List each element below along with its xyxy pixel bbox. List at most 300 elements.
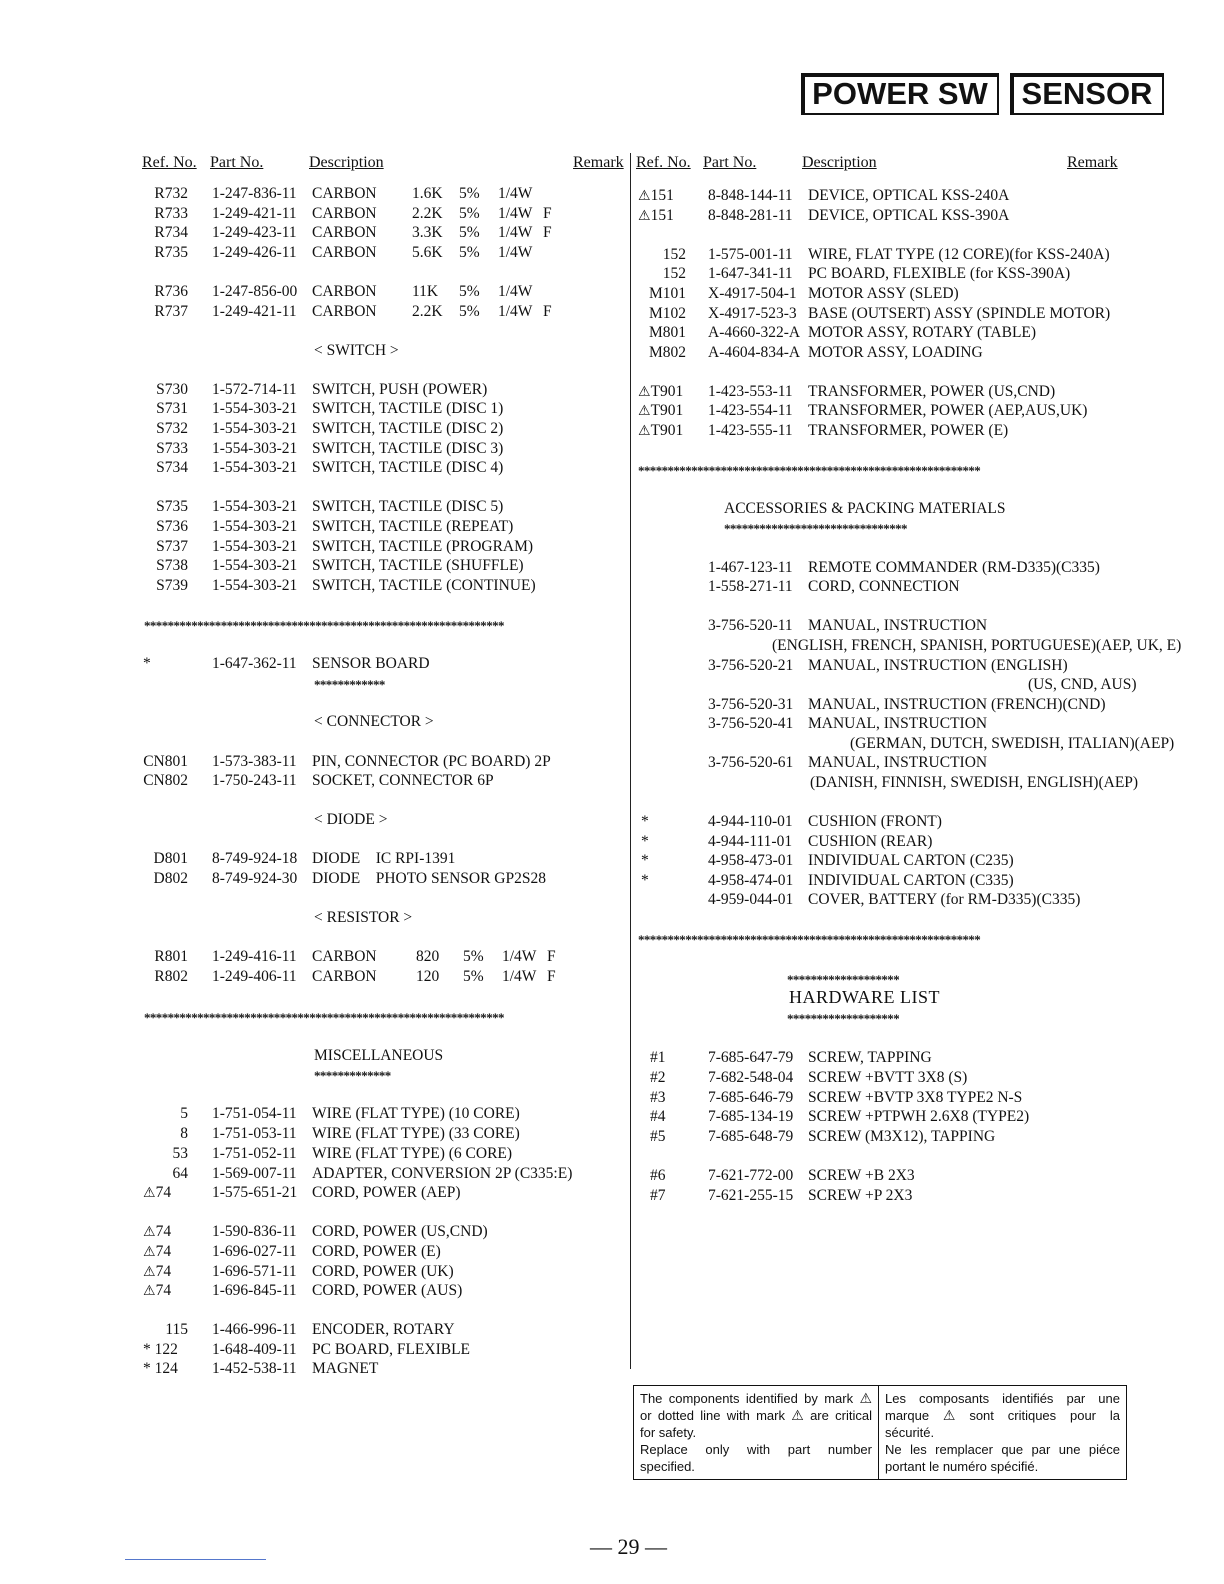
part-tolerance: 5%	[459, 283, 480, 300]
part-number: 1-452-538-11	[212, 1360, 297, 1377]
part-number: 1-554-303-21	[212, 557, 298, 574]
part-ref-text: #2	[650, 1069, 666, 1086]
part-ref-text: *	[641, 852, 649, 869]
part-ref-text: 74	[155, 1243, 172, 1260]
part-number: 1-696-027-11	[212, 1243, 297, 1260]
part-description: WIRE (FLAT TYPE) (33 CORE)	[312, 1125, 520, 1142]
col-part-left: Part No.	[210, 154, 264, 171]
part-number: 1-247-856-00	[212, 283, 298, 300]
part-description: ADAPTER, CONVERSION 2P (C335:E)	[312, 1165, 573, 1182]
part-number: 1-647-341-11	[708, 265, 793, 282]
part-ref-text: 151	[650, 207, 674, 224]
part-power: 1/4W	[498, 283, 533, 300]
part-description: MANUAL, INSTRUCTION	[808, 754, 988, 771]
part-description-continued: (GERMAN, DUTCH, SWEDISH, ITALIAN)(AEP)	[850, 735, 1175, 752]
part-number: 1-554-303-21	[212, 498, 298, 515]
part-number: 1-247-836-11	[212, 185, 297, 202]
col-ref-right: Ref. No.	[636, 154, 691, 171]
part-ref	[143, 1262, 191, 1282]
part-ref	[638, 401, 686, 421]
part-description: SENSOR BOARD	[312, 655, 430, 672]
decorative-line	[125, 1559, 266, 1560]
section-heading: < CONNECTOR >	[314, 713, 434, 730]
part-ref-text: 74	[155, 1184, 172, 1201]
part-ref	[638, 656, 686, 676]
column-divider	[630, 153, 631, 1369]
part-ref	[638, 714, 686, 734]
part-ref	[650, 1107, 684, 1127]
part-ref-text: 74	[155, 1223, 172, 1240]
part-number: 8-848-144-11	[708, 187, 793, 204]
part-number: 3-756-520-11	[708, 617, 793, 634]
part-number: X-4917-523-3	[708, 305, 797, 322]
part-description: MANUAL, INSTRUCTION	[808, 715, 988, 732]
part-description: SWITCH, TACTILE (CONTINUE)	[312, 577, 536, 594]
part-number: 3-756-520-31	[708, 696, 794, 713]
part-description: SCREW +BVTT 3X8 (S)	[808, 1069, 968, 1086]
part-description: CORD, POWER (E)	[312, 1243, 441, 1260]
part-description: WIRE (FLAT TYPE) (10 CORE)	[312, 1105, 520, 1122]
part-ref	[140, 380, 188, 400]
part-ref	[140, 849, 188, 869]
part-description: SWITCH, TACTILE (SHUFFLE)	[312, 557, 524, 574]
part-ref-text: 74	[155, 1282, 172, 1299]
part-description: SCREW +BVTP 3X8 TYPE2 N-S	[808, 1089, 1023, 1106]
part-value: 3.3K	[412, 224, 443, 241]
part-number: X-4917-504-1	[708, 285, 797, 302]
part-description-continued: (DANISH, FINNISH, SWEDISH, ENGLISH)(AEP)	[810, 774, 1139, 791]
part-description: CORD, CONNECTION	[808, 578, 960, 595]
part-ref	[650, 1186, 684, 1206]
part-number: 3-756-520-21	[708, 657, 794, 674]
part-ref	[140, 419, 188, 439]
part-ref	[641, 871, 689, 891]
part-number: 1-423-554-11	[708, 402, 793, 419]
part-description: MAGNET	[312, 1360, 379, 1377]
part-remark: F	[543, 205, 552, 222]
part-ref-text: R802	[154, 968, 188, 985]
part-ref-text: 152	[662, 265, 686, 282]
part-value: 820	[416, 948, 440, 965]
part-ref	[638, 323, 686, 343]
part-description: SWITCH, TACTILE (DISC 2)	[312, 420, 504, 437]
part-ref	[638, 890, 686, 910]
part-ref-text: 5	[180, 1105, 188, 1122]
part-description: SWITCH, TACTILE (DISC 4)	[312, 459, 504, 476]
part-ref-text: #3	[650, 1089, 666, 1106]
part-number: 1-569-007-11	[212, 1165, 297, 1182]
part-ref	[638, 753, 686, 773]
part-description: CARBON	[312, 968, 377, 985]
part-ref	[140, 517, 188, 537]
part-description: DEVICE, OPTICAL KSS-390A	[808, 207, 1010, 224]
part-ref	[140, 302, 188, 322]
warning-triangle-icon: ⚠	[638, 385, 651, 400]
part-description-continued: (US, CND, AUS)	[1028, 676, 1137, 693]
part-description: MOTOR ASSY (SLED)	[808, 285, 959, 302]
part-ref-text: R734	[154, 224, 188, 241]
part-ref-text: M801	[648, 324, 686, 341]
part-description: SCREW, TAPPING	[808, 1049, 932, 1066]
part-power: 1/4W	[498, 244, 533, 261]
part-ref	[650, 1166, 684, 1186]
part-number: 1-423-555-11	[708, 422, 793, 439]
part-ref-text: * 124	[143, 1360, 178, 1377]
warning-triangle-icon: ⚠	[638, 209, 651, 224]
star-separator: *******************************	[724, 521, 907, 536]
part-ref	[641, 812, 689, 832]
part-ref	[140, 439, 188, 459]
part-ref	[143, 1359, 191, 1379]
part-ref	[140, 1144, 188, 1164]
section-heading: < DIODE >	[314, 811, 388, 828]
part-ref	[638, 186, 686, 206]
part-description: CORD, POWER (AUS)	[312, 1282, 463, 1299]
part-ref-text: M102	[648, 305, 686, 322]
part-number: 1-554-303-21	[212, 577, 298, 594]
part-tolerance: 5%	[463, 948, 484, 965]
part-tolerance: 5%	[459, 244, 480, 261]
part-description: ENCODER, ROTARY	[312, 1321, 455, 1338]
part-ref-text: T901	[650, 422, 684, 439]
part-description: MOTOR ASSY, LOADING	[808, 344, 983, 361]
part-description: SOCKET, CONNECTOR 6P	[312, 772, 494, 789]
part-description: INDIVIDUAL CARTON (C235)	[808, 852, 1014, 869]
part-ref	[650, 1127, 684, 1147]
title-sensor: SENSOR	[1010, 73, 1164, 115]
warning-triangle-icon: ⚠	[859, 1390, 872, 1406]
part-ref-text: R733	[154, 205, 188, 222]
part-remark: F	[547, 968, 556, 985]
part-ref	[641, 851, 689, 871]
warning-triangle-icon: ⚠	[638, 404, 651, 419]
part-description: MANUAL, INSTRUCTION (ENGLISH)	[808, 657, 1068, 674]
part-power: 1/4W	[498, 303, 533, 320]
part-ref	[140, 1320, 188, 1340]
warning-triangle-icon: ⚠	[791, 1407, 804, 1423]
part-description: SCREW +B 2X3	[808, 1167, 915, 1184]
part-number: 3-756-520-61	[708, 754, 794, 771]
part-ref-text: #7	[650, 1187, 666, 1204]
part-number: 1-696-845-11	[212, 1282, 297, 1299]
part-ref	[140, 497, 188, 517]
part-value: 11K	[412, 283, 439, 300]
star-separator: *************************************************************	[144, 1010, 504, 1025]
part-ref-text: S732	[156, 420, 188, 437]
part-ref-text: CN801	[143, 753, 188, 770]
part-ref-text: R737	[154, 303, 188, 320]
part-number: 1-554-303-21	[212, 459, 298, 476]
part-ref	[140, 1104, 188, 1124]
part-number: 7-621-772-00	[708, 1167, 794, 1184]
part-tolerance: 5%	[459, 303, 480, 320]
part-number: 8-749-924-30	[212, 870, 298, 887]
part-ref	[143, 1242, 191, 1262]
part-ref-text: T901	[650, 383, 684, 400]
part-ref	[650, 1048, 684, 1068]
part-ref	[140, 223, 188, 243]
part-number: 1-575-651-21	[212, 1184, 298, 1201]
part-ref-text: 151	[650, 187, 674, 204]
part-number: 7-621-255-15	[708, 1187, 794, 1204]
warning-triangle-icon: ⚠	[638, 189, 651, 204]
part-tolerance: 5%	[459, 205, 480, 222]
part-ref-text: 53	[172, 1145, 188, 1162]
part-ref	[140, 243, 188, 263]
part-ref	[143, 1183, 191, 1203]
part-description: WIRE, FLAT TYPE (12 CORE)(for KSS-240A)	[808, 246, 1110, 263]
part-ref-text: 8	[180, 1125, 188, 1142]
part-number: 7-685-647-79	[708, 1049, 794, 1066]
part-number: 4-944-111-01	[708, 833, 793, 850]
part-description: MANUAL, INSTRUCTION	[808, 617, 988, 634]
part-ref	[143, 1281, 191, 1301]
warning-triangle-icon: ⚠	[143, 1225, 156, 1240]
part-number: 4-944-110-01	[708, 813, 793, 830]
safety-note-french: Les composants identifiés par une marque ⚠ sont critiques pour la sécurité. Ne les remplacer que par une piéce portant le numéro spécifié.	[885, 1391, 1120, 1474]
part-description: MOTOR ASSY, ROTARY (TABLE)	[808, 324, 1037, 341]
part-value: 2.2K	[412, 205, 443, 222]
part-number: 1-554-303-21	[212, 420, 298, 437]
part-number: 7-682-548-04	[708, 1069, 794, 1086]
part-ref-text: R736	[154, 283, 188, 300]
part-ref-text: 115	[165, 1321, 188, 1338]
part-number: 4-959-044-01	[708, 891, 794, 908]
part-description: CORD, POWER (US,CND)	[312, 1223, 488, 1240]
part-ref	[140, 1124, 188, 1144]
part-description: CARBON	[312, 185, 377, 202]
part-number: 1-423-553-11	[708, 383, 793, 400]
part-description: CARBON	[312, 948, 377, 965]
part-ref-text: #1	[650, 1049, 666, 1066]
part-description: SWITCH, PUSH (POWER)	[312, 381, 488, 398]
part-number: 1-572-714-11	[212, 381, 297, 398]
part-description: SWITCH, TACTILE (DISC 3)	[312, 440, 504, 457]
part-ref-text: 64	[172, 1165, 188, 1182]
part-tolerance: 5%	[459, 185, 480, 202]
part-number: 7-685-134-19	[708, 1108, 794, 1125]
col-remark-right: Remark	[1067, 154, 1118, 171]
warning-triangle-icon: ⚠	[143, 1265, 156, 1280]
part-description: TRANSFORMER, POWER (AEP,AUS,UK)	[808, 402, 1088, 419]
star-separator: *************************************************************	[144, 618, 504, 633]
part-ref-text: #6	[650, 1167, 666, 1184]
part-tolerance: 5%	[463, 968, 484, 985]
part-description: SWITCH, TACTILE (REPEAT)	[312, 518, 514, 535]
part-ref-text: #5	[650, 1128, 666, 1145]
part-number: 1-751-052-11	[212, 1145, 297, 1162]
part-ref	[638, 206, 686, 226]
part-value: 120	[416, 968, 440, 985]
part-description: CARBON	[312, 205, 377, 222]
part-ref	[140, 1164, 188, 1184]
part-ref	[638, 264, 686, 284]
part-description: CARBON	[312, 244, 377, 261]
part-number: 8-848-281-11	[708, 207, 793, 224]
safety-note	[633, 1385, 1127, 1480]
part-tolerance: 5%	[459, 224, 480, 241]
star-separator: *************	[314, 1068, 391, 1083]
part-ref-text: #4	[650, 1108, 666, 1125]
part-ref-text: S734	[156, 459, 188, 476]
part-ref-text: S737	[156, 538, 188, 555]
title-power-sw: POWER SW	[801, 73, 999, 115]
star-separator: *******************	[787, 972, 900, 987]
part-number: 8-749-924-18	[212, 850, 298, 867]
part-number: 7-685-648-79	[708, 1128, 794, 1145]
part-description: CARBON	[312, 224, 377, 241]
part-description: WIRE (FLAT TYPE) (6 CORE)	[312, 1145, 513, 1162]
part-number: 4-958-474-01	[708, 872, 794, 889]
part-ref-text: S733	[156, 440, 188, 457]
part-number: 7-685-646-79	[708, 1089, 794, 1106]
warning-triangle-icon: ⚠	[942, 1407, 956, 1423]
part-description: REMOTE COMMANDER (RM-D335)(C335)	[808, 559, 1100, 576]
part-description: CORD, POWER (AEP)	[312, 1184, 461, 1201]
part-number: 1-750-243-11	[212, 772, 297, 789]
part-description: CUSHION (FRONT)	[808, 813, 942, 830]
part-number: 1-590-836-11	[212, 1223, 297, 1240]
section-heading: < SWITCH >	[314, 342, 399, 359]
warning-triangle-icon: ⚠	[143, 1245, 156, 1260]
part-description-continued: (ENGLISH, FRENCH, SPANISH, PORTUGUESE)(AEP, UK, E)	[772, 637, 1182, 654]
part-ref	[140, 967, 188, 987]
part-ref	[638, 577, 686, 597]
part-ref-text: R732	[154, 185, 188, 202]
part-ref	[140, 947, 188, 967]
part-ref	[140, 869, 188, 889]
part-description: SCREW (M3X12), TAPPING	[808, 1128, 996, 1145]
section-heading: ACCESSORIES & PACKING MATERIALS	[724, 500, 1006, 517]
part-ref-text: * 122	[143, 1341, 178, 1358]
section-heading: HARDWARE LIST	[789, 987, 940, 1007]
part-value: 2.2K	[412, 303, 443, 320]
part-ref	[638, 558, 686, 578]
part-number: 1-558-271-11	[708, 578, 793, 595]
part-description: MANUAL, INSTRUCTION (FRENCH)(CND)	[808, 696, 1106, 713]
part-power: 1/4W	[498, 185, 533, 202]
part-value: 5.6K	[412, 244, 443, 261]
part-description: PIN, CONNECTOR (PC BOARD) 2P	[312, 753, 551, 770]
part-ref-text: S735	[156, 498, 188, 515]
part-ref	[140, 184, 188, 204]
part-description: DEVICE, OPTICAL KSS-240A	[808, 187, 1010, 204]
part-number: 1-249-421-11	[212, 205, 297, 222]
part-value: 1.6K	[412, 185, 443, 202]
col-ref-left: Ref. No.	[142, 154, 197, 171]
part-description: PC BOARD, FLEXIBLE	[312, 1341, 471, 1358]
part-ref	[140, 556, 188, 576]
part-ref	[638, 284, 686, 304]
part-ref	[140, 771, 188, 791]
part-ref-text: T901	[650, 402, 684, 419]
part-ref-text: S738	[156, 557, 188, 574]
part-ref-text: S731	[156, 400, 188, 417]
section-heading: < RESISTOR >	[314, 909, 413, 926]
part-ref	[140, 576, 188, 596]
part-number: 1-647-362-11	[212, 655, 297, 672]
part-number: 1-575-001-11	[708, 246, 793, 263]
part-number: 1-554-303-21	[212, 538, 298, 555]
part-ref-text: M101	[648, 285, 686, 302]
part-number: 1-751-054-11	[212, 1105, 297, 1122]
part-ref	[140, 282, 188, 302]
part-number: 4-958-473-01	[708, 852, 794, 869]
part-description: SCREW +PTPWH 2.6X8 (TYPE2)	[808, 1108, 1030, 1125]
part-number: 1-573-383-11	[212, 753, 297, 770]
part-ref	[140, 204, 188, 224]
part-number: 1-554-303-21	[212, 400, 298, 417]
part-number: 1-751-053-11	[212, 1125, 297, 1142]
part-power: 1/4W	[502, 968, 537, 985]
part-description: SWITCH, TACTILE (DISC 5)	[312, 498, 504, 515]
part-ref	[638, 245, 686, 265]
part-ref-text: S736	[156, 518, 188, 535]
part-number: A-4604-834-A	[708, 344, 801, 361]
part-description: TRANSFORMER, POWER (US,CND)	[808, 383, 1056, 400]
part-ref-text: S730	[156, 381, 188, 398]
part-number: 1-696-571-11	[212, 1263, 297, 1280]
part-ref-text: D801	[153, 850, 188, 867]
part-ref	[143, 654, 191, 674]
part-ref-text: CN802	[143, 772, 188, 789]
part-ref	[638, 382, 686, 402]
part-description: CORD, POWER (UK)	[312, 1263, 454, 1280]
part-number: 1-249-423-11	[212, 224, 297, 241]
part-remark: F	[547, 948, 556, 965]
part-ref-text: D802	[153, 870, 188, 887]
part-ref	[140, 752, 188, 772]
part-remark: F	[543, 303, 552, 320]
part-description: PC BOARD, FLEXIBLE (for KSS-390A)	[808, 265, 1071, 282]
warning-triangle-icon: ⚠	[143, 1186, 156, 1201]
star-separator: **********************************************************	[638, 463, 981, 478]
star-separator: *******************	[787, 1011, 900, 1026]
part-power: 1/4W	[498, 224, 533, 241]
part-ref-text: R801	[154, 948, 188, 965]
part-description: COVER, BATTERY (for RM-D335)(C335)	[808, 891, 1081, 908]
page-number: — 29 —	[590, 1534, 667, 1559]
part-ref-text: 152	[662, 246, 686, 263]
star-separator: ************	[314, 677, 385, 692]
part-ref-text: 74	[155, 1263, 172, 1280]
safety-note-english: The components identified by mark ⚠ or dotted line with mark ⚠ are critical for safety. Replace only with part number specified.	[634, 1386, 879, 1479]
warning-triangle-icon: ⚠	[143, 1284, 156, 1299]
col-part-right: Part No.	[703, 154, 757, 171]
part-ref	[638, 304, 686, 324]
part-ref	[638, 695, 686, 715]
part-ref	[143, 1340, 191, 1360]
part-ref	[638, 343, 686, 363]
part-ref-text: *	[143, 655, 151, 672]
part-number: 1-249-426-11	[212, 244, 297, 261]
part-description: SCREW +P 2X3	[808, 1187, 913, 1204]
part-description: CARBON	[312, 303, 377, 320]
part-number: 1-249-421-11	[212, 303, 297, 320]
part-ref-text: R735	[154, 244, 188, 261]
part-ref-text: *	[641, 872, 649, 889]
part-number: 1-249-416-11	[212, 948, 297, 965]
col-desc-right: Description	[802, 154, 877, 171]
part-ref	[140, 537, 188, 557]
part-description: TRANSFORMER, POWER (E)	[808, 422, 1009, 439]
part-description: CUSHION (REAR)	[808, 833, 933, 850]
star-separator: **********************************************************	[638, 932, 981, 947]
warning-triangle-icon: ⚠	[638, 424, 651, 439]
col-remark-left: Remark	[573, 154, 624, 171]
part-description: SWITCH, TACTILE (PROGRAM)	[312, 538, 534, 555]
part-ref-text: M802	[648, 344, 686, 361]
